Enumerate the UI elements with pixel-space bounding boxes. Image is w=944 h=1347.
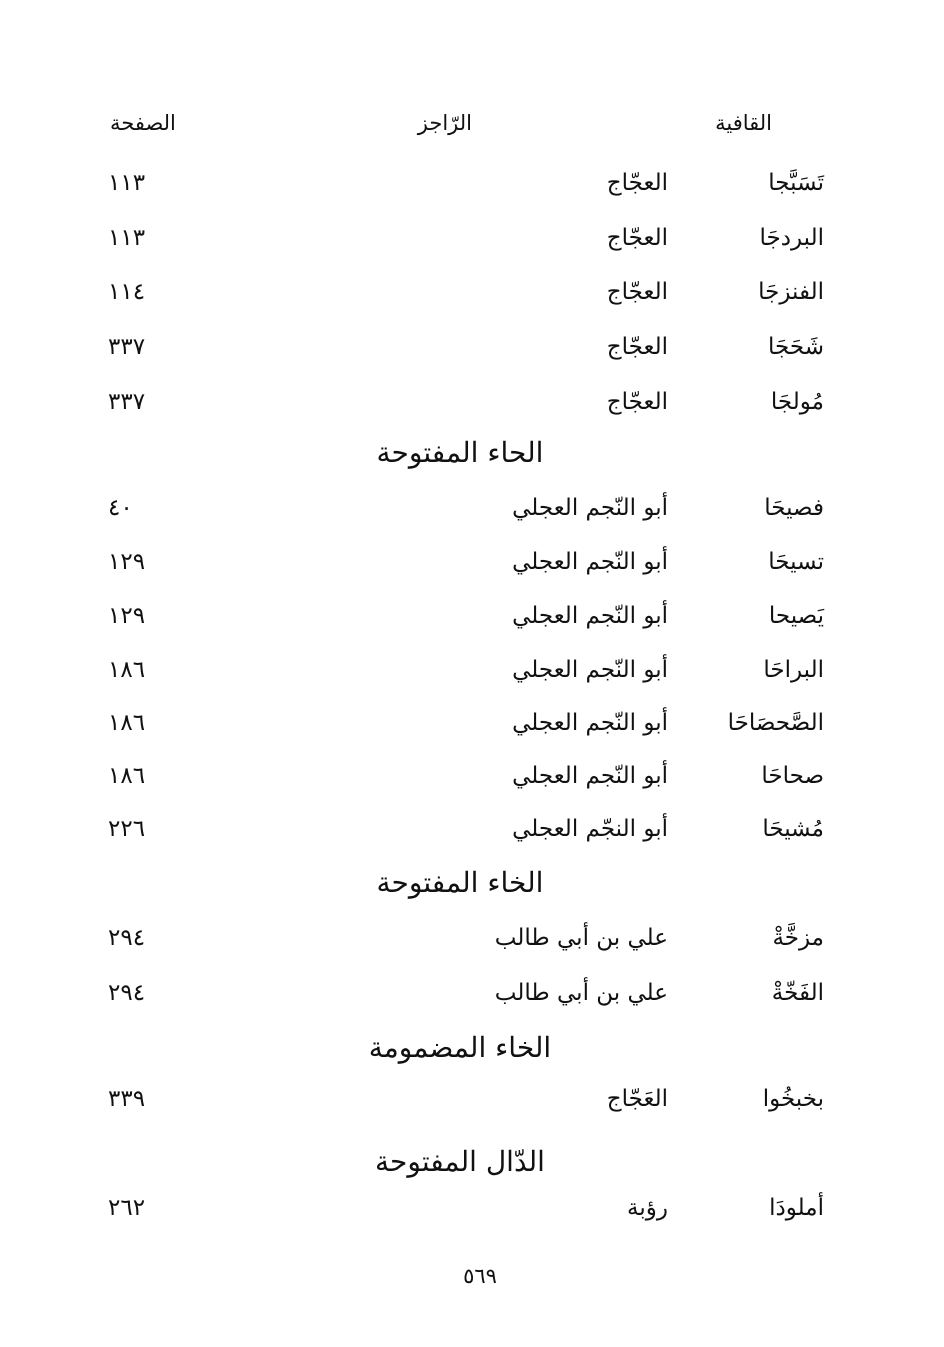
page-cell: ١٨٦: [108, 710, 146, 736]
rajiz-cell: العجّاج: [606, 170, 668, 196]
rajiz-cell: رؤبة: [627, 1195, 668, 1221]
qafia-cell: فصيحَا: [764, 495, 824, 521]
section-heading: الخاء المضمومة: [368, 1031, 552, 1064]
header-page: الصفحة: [110, 111, 176, 135]
rajiz-cell: العجّاج: [606, 225, 668, 251]
page-cell: ١١٣: [108, 225, 146, 251]
rajiz-cell: أبو النّجم العجلي: [512, 495, 668, 521]
page-cell: ٣٣٧: [108, 389, 146, 415]
qafia-cell: تَسَبَّجا: [768, 170, 824, 196]
header-qafia: القافية: [715, 111, 772, 135]
qafia-cell: البراحَا: [763, 657, 824, 683]
page-cell: ٢٩٤: [108, 980, 146, 1006]
page-number: ٥٦٩: [463, 1264, 497, 1288]
page-cell: ٢٦٢: [108, 1195, 146, 1221]
page-cell: ١١٤: [108, 279, 146, 305]
section-heading: الدّال المفتوحة: [375, 1145, 545, 1178]
rajiz-cell: العَجّاج: [606, 1086, 668, 1112]
qafia-cell: بخبخُوا: [762, 1086, 824, 1112]
rajiz-cell: العجّاج: [606, 334, 668, 360]
section-heading: الحاء المفتوحة: [376, 436, 544, 469]
qafia-cell: مزخَّةْ: [772, 925, 824, 951]
page-cell: ٢٩٤: [108, 925, 146, 951]
page-cell: ١٢٩: [108, 549, 146, 575]
rajiz-cell: أبو النّجم العجلي: [512, 710, 668, 736]
rajiz-cell: أبو النّجم العجلي: [512, 603, 668, 629]
qafia-cell: البردجَا: [759, 225, 824, 251]
qafia-cell: تسيحَا: [768, 549, 824, 575]
rajiz-cell: أبو النّجم العجلي: [512, 763, 668, 789]
qafia-cell: أملودَا: [769, 1195, 824, 1221]
page-cell: ١٨٦: [108, 657, 146, 683]
rajiz-cell: أبو النجّم العجلي: [512, 816, 668, 842]
qafia-cell: الفنزجَا: [758, 279, 824, 305]
page-cell: ٤٠: [108, 495, 133, 521]
page-cell: ٣٣٧: [108, 334, 146, 360]
qafia-cell: يَصيحا: [768, 603, 824, 629]
rajiz-cell: العجّاج: [606, 279, 668, 305]
section-heading: الخاء المفتوحة: [376, 866, 544, 899]
qafia-cell: مُشيحَا: [762, 816, 824, 842]
qafia-cell: الصَّحصَاحَا: [727, 710, 824, 736]
page-cell: ٢٢٦: [108, 816, 146, 842]
qafia-cell: صحاحَا: [761, 763, 824, 789]
header-rajiz: الرّاجز: [417, 111, 472, 135]
rajiz-cell: علي بن أبي طالب: [494, 980, 668, 1006]
page-cell: ١٢٩: [108, 603, 146, 629]
rajiz-cell: أبو النّجم العجلي: [512, 549, 668, 575]
rajiz-cell: علي بن أبي طالب: [494, 925, 668, 951]
qafia-cell: الفَخّةْ: [771, 980, 824, 1006]
qafia-cell: مُولجَا: [770, 389, 824, 415]
qafia-cell: شَحَجَا: [768, 334, 824, 360]
rajiz-cell: العجّاج: [606, 389, 668, 415]
page-cell: ٣٣٩: [108, 1086, 146, 1112]
page-cell: ١٨٦: [108, 763, 146, 789]
page-cell: ١١٣: [108, 170, 146, 196]
rajiz-cell: أبو النّجم العجلي: [512, 657, 668, 683]
